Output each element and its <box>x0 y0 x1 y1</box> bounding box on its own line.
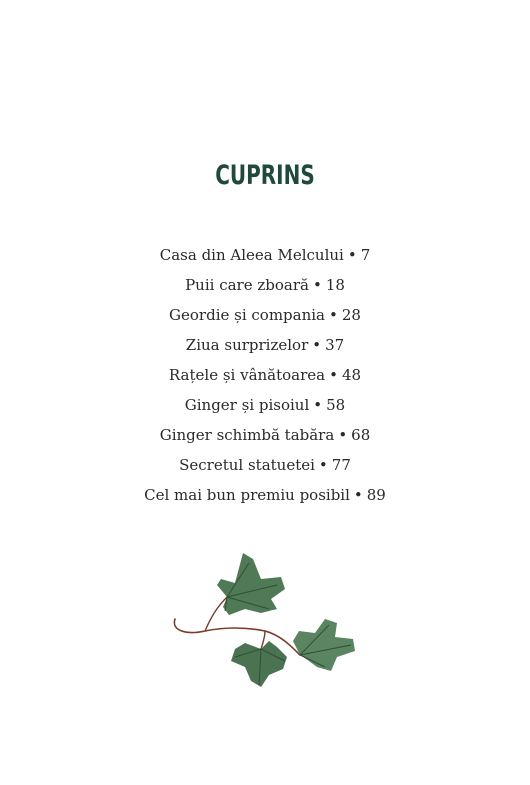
toc-entry-title: Puii care zboară <box>185 276 309 294</box>
toc-entry <box>0 272 530 302</box>
toc-entry-page: 18 <box>325 276 345 294</box>
toc-entry-page: 48 <box>341 366 362 384</box>
toc-entry <box>0 362 530 392</box>
toc-entry-title: Ginger și pisoiul <box>184 396 310 414</box>
toc-entry-separator: • <box>313 396 323 414</box>
toc-entry <box>0 392 530 422</box>
page-title: CUPRINS <box>215 160 315 191</box>
ivy-sprig-icon <box>165 545 365 695</box>
toc-entry-page: 77 <box>331 456 351 474</box>
ivy-leaf-top <box>217 553 285 615</box>
toc-entry-separator: • <box>329 306 338 324</box>
toc-entry-separator: • <box>312 336 322 354</box>
toc-entry-title: Casa din Aleea Melcului <box>159 246 344 264</box>
table-of-contents <box>0 242 530 512</box>
toc-entry-title: Cel mai bun premiu posibil <box>144 486 350 504</box>
toc-entry <box>0 482 530 512</box>
toc-entry-title: Secretul statuetei <box>179 456 315 474</box>
toc-entry-separator: • <box>338 426 348 444</box>
toc-entry-separator: • <box>318 456 328 474</box>
toc-entry-separator: • <box>353 486 363 504</box>
toc-entry <box>0 332 530 362</box>
toc-entry-page: 37 <box>325 336 345 354</box>
toc-entry-page: 58 <box>326 396 346 414</box>
toc-entry-separator: • <box>347 246 357 264</box>
toc-entry <box>0 242 530 272</box>
toc-entry-separator: • <box>329 366 338 384</box>
ivy-leaf-bottom <box>231 641 287 687</box>
toc-entry <box>0 302 530 332</box>
ivy-leaf-right <box>293 619 355 671</box>
toc-entry-title: Geordie și compania <box>169 306 326 324</box>
toc-entry-page: 89 <box>366 486 386 504</box>
toc-entry <box>0 452 530 482</box>
toc-entry-separator: • <box>312 276 322 294</box>
toc-entry-title: Ginger schimbă tabăra <box>159 426 335 444</box>
toc-entry <box>0 422 530 452</box>
toc-entry-title: Ziua surprizelor <box>185 336 309 354</box>
toc-entry-page: 68 <box>351 426 371 444</box>
toc-entry-page: 7 <box>360 246 371 264</box>
ivy-stem <box>205 597 227 631</box>
toc-entry-page: 28 <box>341 306 361 324</box>
toc-entry-title: Rațele și vânătoarea <box>168 366 326 384</box>
